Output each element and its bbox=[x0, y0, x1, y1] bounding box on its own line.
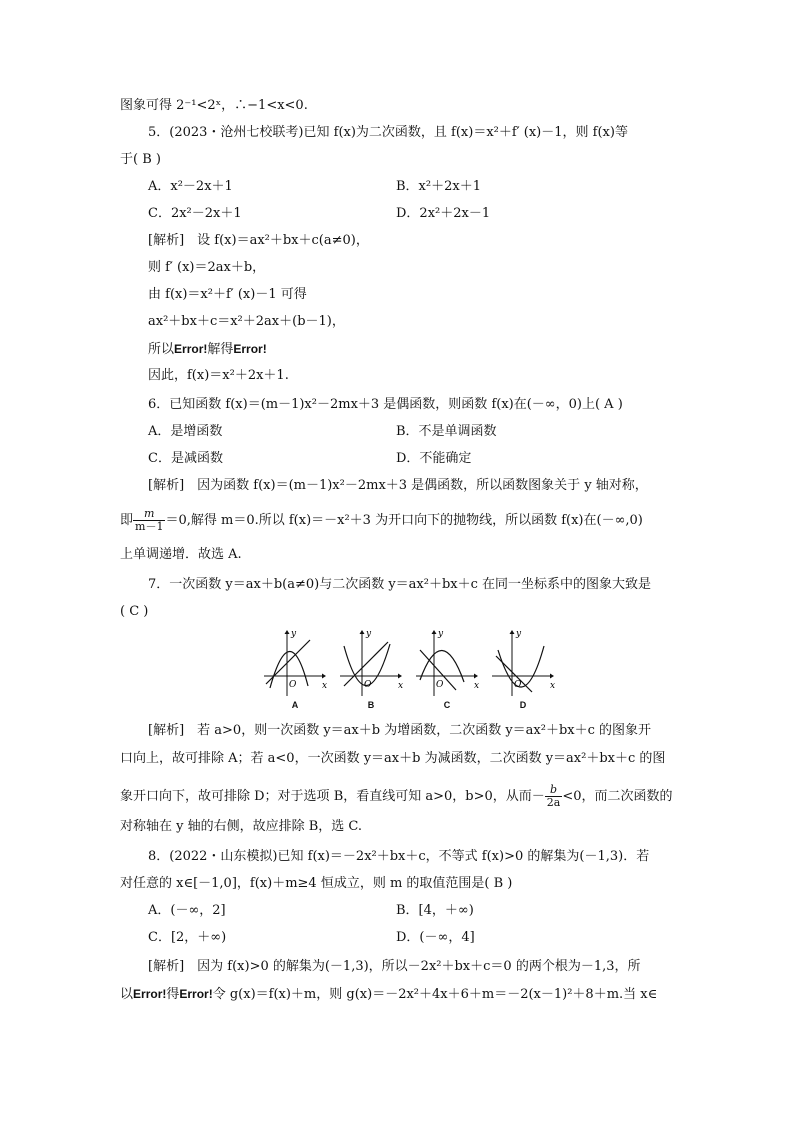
option-d: D．不能确定 bbox=[396, 451, 472, 466]
question-8-stem-cont: 对任意的 x∈[－1,0]，f(x)＋m≥4 恒成立，则 m 的取值范围是( B ) bbox=[120, 876, 513, 891]
axis-x-label: x bbox=[474, 681, 480, 691]
text-fragment: 令 g(x)＝f(x)＋m，则 g(x)＝－2x²＋4x＋6＋m＝－2(x－1)²＋8＋m.当 x∈ bbox=[212, 987, 658, 1002]
text-line: 图象可得 2⁻¹<2ˣ，∴−1<x<0. bbox=[120, 98, 308, 113]
graph-d bbox=[488, 626, 558, 710]
option-d: D．(－∞，4] bbox=[396, 930, 475, 945]
option-c: C．[2，＋∞) bbox=[148, 930, 227, 945]
origin-label: O bbox=[364, 680, 372, 690]
fraction bbox=[545, 784, 563, 809]
error-placeholder: Error! bbox=[174, 342, 208, 356]
option-a: A．(－∞，2] bbox=[148, 903, 226, 918]
graph-label: B bbox=[367, 700, 375, 710]
origin-label: O bbox=[436, 680, 444, 690]
solution-line bbox=[148, 340, 267, 359]
fraction-numerator: m bbox=[133, 508, 165, 521]
graph-c-plot bbox=[412, 626, 482, 698]
axis-y-label: y bbox=[438, 629, 444, 639]
graph-label: D bbox=[519, 700, 527, 710]
error-placeholder: Error! bbox=[179, 987, 213, 1001]
text-fragment: <0，而二次函数的 bbox=[562, 789, 673, 804]
axis-x-label: x bbox=[550, 681, 556, 691]
function-graphs bbox=[260, 626, 556, 710]
option-c: C．是减函数 bbox=[148, 451, 223, 466]
option-c: C．2x²－2x＋1 bbox=[148, 206, 242, 221]
text-fragment: ＝0,解得 m＝0.所以 f(x)＝－x²＋3 为开口向下的抛物线，所以函数 f(x)在(－∞,0) bbox=[165, 513, 643, 528]
question-7-stem: 7．一次函数 y＝ax＋b(a≠0)与二次函数 y＝ax²＋bx＋c 在同一坐标系中的图象大致是 bbox=[148, 577, 652, 592]
fraction bbox=[133, 508, 165, 533]
option-b: B．[4，＋∞) bbox=[396, 903, 474, 918]
text-fragment: 所以 bbox=[148, 342, 175, 357]
question-5-stem: 5．(2023・沧州七校联考)已知 f(x)为二次函数，且 f(x)＝x²＋f′ (x)－1，则 f(x)等 bbox=[148, 125, 628, 140]
solution-line bbox=[120, 508, 643, 533]
graph-label: A bbox=[291, 700, 299, 710]
solution-line: [解析] 因为 f(x)>0 的解集为(－1,3)，所以－2x²＋bx＋c＝0 的两个根为－1,3，所 bbox=[148, 959, 641, 974]
axis-y-label: y bbox=[291, 629, 297, 639]
text-fragment: 以 bbox=[120, 987, 134, 1002]
axis-y-label: y bbox=[516, 629, 522, 639]
origin-label: O bbox=[289, 680, 297, 690]
text-fragment: 象开口向下，故可排除 D；对于选项 B，看直线可知 a>0，b>0，从而－ bbox=[120, 789, 545, 804]
question-8-stem: 8．(2022・山东模拟)已知 f(x)＝－2x²＋bx＋c，不等式 f(x)>0 的解集为(－1,3)．若 bbox=[148, 849, 650, 864]
option-b: B．不是单调函数 bbox=[396, 424, 497, 439]
graph-label: C bbox=[443, 700, 451, 710]
solution-line: ax²＋bx＋c＝x²＋2ax＋(b－1)， bbox=[148, 314, 345, 329]
axis-x-label: x bbox=[398, 681, 404, 691]
solution-line: [解析] 设 f(x)＝ax²＋bx＋c(a≠0)， bbox=[148, 233, 369, 248]
solution-line: 对称轴在 y 轴的右侧，故应排除 B，选 C. bbox=[120, 819, 363, 834]
solution-line: 上单调递增．故选 A. bbox=[120, 547, 242, 562]
solution-line: 口向上，故可排除 A；若 a<0，一次函数 y＝ax＋b 为减函数，二次函数 y＝ax²＋bx＋c 的图 bbox=[120, 751, 666, 766]
text-fragment: 得 bbox=[166, 987, 180, 1002]
option-b: B．x²＋2x＋1 bbox=[396, 179, 481, 194]
solution-line bbox=[120, 784, 673, 809]
option-d: D．2x²＋2x－1 bbox=[396, 206, 491, 221]
graph-b-plot bbox=[336, 626, 406, 698]
solution-line: 则 f′ (x)＝2ax＋b， bbox=[148, 260, 266, 275]
solution-line: 因此，f(x)＝x²＋2x＋1. bbox=[148, 368, 289, 383]
question-6-stem: 6．已知函数 f(x)＝(m－1)x²－2mx＋3 是偶函数，则函数 f(x)在(－∞，0)上( A ) bbox=[148, 397, 623, 412]
solution-line: [解析] 因为函数 f(x)＝(m－1)x²－2mx＋3 是偶函数，所以函数图象关于 y 轴对称， bbox=[148, 478, 648, 493]
origin-label: O bbox=[514, 680, 522, 690]
error-placeholder: Error! bbox=[233, 342, 267, 356]
text-fragment: 解得 bbox=[207, 342, 234, 357]
graph-c bbox=[412, 626, 482, 710]
axis-y-label: y bbox=[366, 629, 372, 639]
graph-a bbox=[260, 626, 330, 710]
solution-line: [解析] 若 a>0，则一次函数 y＝ax＋b 为增函数，二次函数 y＝ax²＋bx＋c 的图象开 bbox=[148, 723, 652, 738]
option-a: A．是增函数 bbox=[148, 424, 223, 439]
axis-x-label: x bbox=[322, 681, 328, 691]
text-fragment: 即 bbox=[120, 513, 134, 528]
solution-line: 由 f(x)＝x²＋f′ (x)－1 可得 bbox=[148, 287, 307, 302]
fraction-denominator: m－1 bbox=[135, 520, 164, 533]
question-7-answer: ( C ) bbox=[120, 604, 149, 619]
question-5-answer: 于( B ) bbox=[120, 152, 161, 167]
error-placeholder: Error! bbox=[133, 987, 167, 1001]
fraction-numerator: b bbox=[545, 784, 563, 797]
option-a: A．x²－2x＋1 bbox=[148, 179, 233, 194]
fraction-denominator: 2a bbox=[546, 796, 561, 809]
solution-line bbox=[120, 985, 657, 1004]
graph-a-plot bbox=[260, 626, 330, 698]
graph-d-plot bbox=[488, 626, 558, 698]
graph-b bbox=[336, 626, 406, 710]
